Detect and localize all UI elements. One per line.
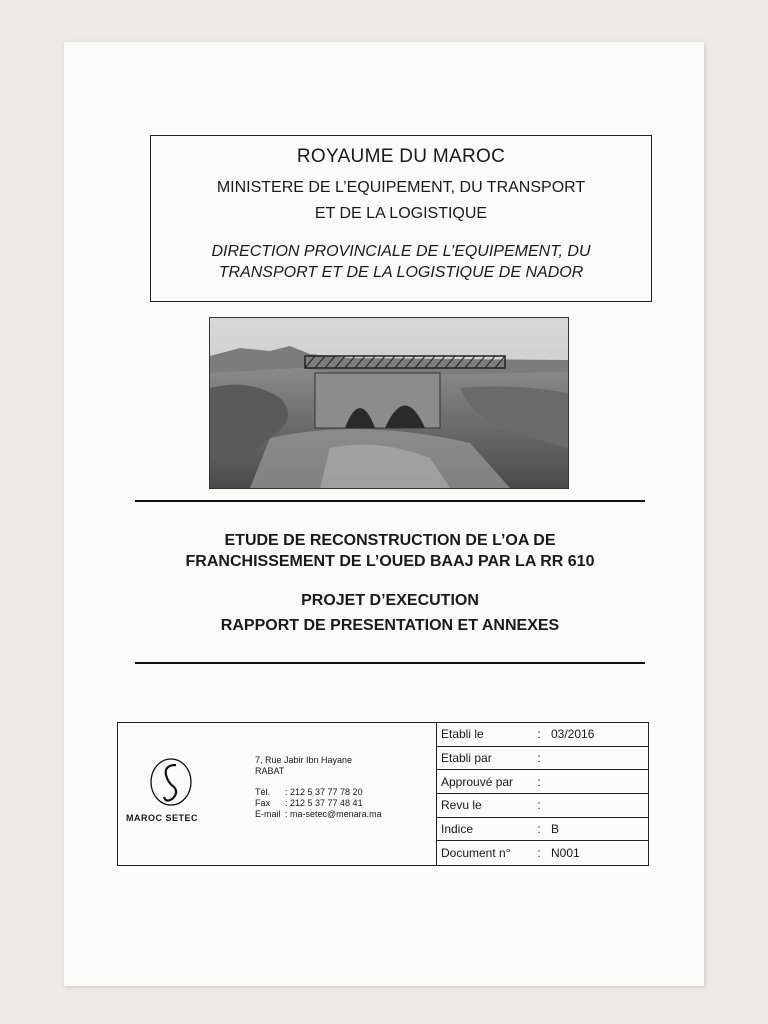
- meta-label: Approuvé par: [441, 774, 514, 789]
- contact-row: [255, 798, 382, 809]
- address-line-1: 7, Rue Jabir Ibn Hayane: [255, 755, 353, 765]
- meta-row: [437, 747, 648, 771]
- contact-value: : 212 5 37 77 48 41: [285, 798, 363, 808]
- company-contacts: [255, 787, 382, 820]
- phase-line: PROJET D’EXECUTION: [301, 592, 479, 609]
- meta-separator: :: [537, 822, 541, 837]
- study-line-1: ETUDE DE RECONSTRUCTION DE L’OA DE: [224, 532, 556, 549]
- meta-label: Etabli par: [441, 751, 492, 766]
- project-title-block: [135, 530, 645, 638]
- meta-row: [437, 818, 648, 842]
- meta-separator: :: [537, 774, 541, 789]
- maroc-setec-logo-icon: [148, 757, 194, 807]
- header-title: ROYAUME DU MAROC: [296, 146, 506, 167]
- contact-label: E-mail: [255, 809, 281, 819]
- bridge-photo-illustration: [210, 318, 568, 488]
- meta-value: B: [551, 822, 560, 837]
- ministry-line-2: ET DE LA LOGISTIQUE: [314, 205, 488, 222]
- meta-separator: :: [537, 798, 541, 813]
- study-line-2: FRANCHISSEMENT DE L’OUED BAAJ PAR LA RR 610: [185, 553, 595, 570]
- top-divider: [135, 500, 645, 502]
- meta-row: [437, 794, 648, 818]
- ministry-line-1: MINISTERE DE L’EQUIPEMENT, DU TRANSPORT: [216, 179, 586, 196]
- meta-label: Etabli le: [441, 727, 484, 742]
- meta-separator: :: [537, 845, 541, 860]
- meta-label: Revu le: [441, 798, 482, 813]
- document-meta-table: [436, 723, 648, 865]
- meta-value: 03/2016: [551, 727, 595, 742]
- company-address: [255, 755, 352, 777]
- direction-line-1: DIRECTION PROVINCIALE DE L’EQUIPEMENT, DU: [211, 243, 591, 260]
- phase-title: [135, 588, 645, 638]
- header-box: [150, 135, 652, 302]
- address-line-2: RABAT: [255, 766, 285, 776]
- meta-separator: :: [537, 727, 541, 742]
- contact-row: [255, 809, 382, 820]
- contact-row: [255, 787, 382, 798]
- cover-photo: [209, 317, 569, 489]
- meta-label: Indice: [441, 822, 474, 837]
- document-info-box: [117, 722, 649, 866]
- meta-row: [437, 841, 648, 864]
- contact-value: : ma-setec@menara.ma: [285, 809, 382, 819]
- meta-separator: :: [537, 751, 541, 766]
- report-line: RAPPORT DE PRESENTATION ET ANNEXES: [220, 617, 560, 634]
- study-title: [135, 530, 645, 572]
- company-name: MAROC SETEC: [126, 813, 199, 823]
- meta-value: N001: [551, 845, 580, 860]
- bottom-divider: [135, 662, 645, 664]
- contact-value: : 212 5 37 77 78 20: [285, 787, 363, 797]
- ministry-name: [151, 175, 651, 227]
- meta-label: Document n°: [441, 845, 511, 860]
- meta-row: [437, 723, 648, 747]
- contact-label: Fax: [255, 798, 271, 808]
- direction-name: [151, 241, 651, 283]
- meta-row: [437, 770, 648, 794]
- direction-line-2: TRANSPORT ET DE LA LOGISTIQUE DE NADOR: [218, 264, 584, 281]
- contact-label: Tél.: [255, 787, 271, 797]
